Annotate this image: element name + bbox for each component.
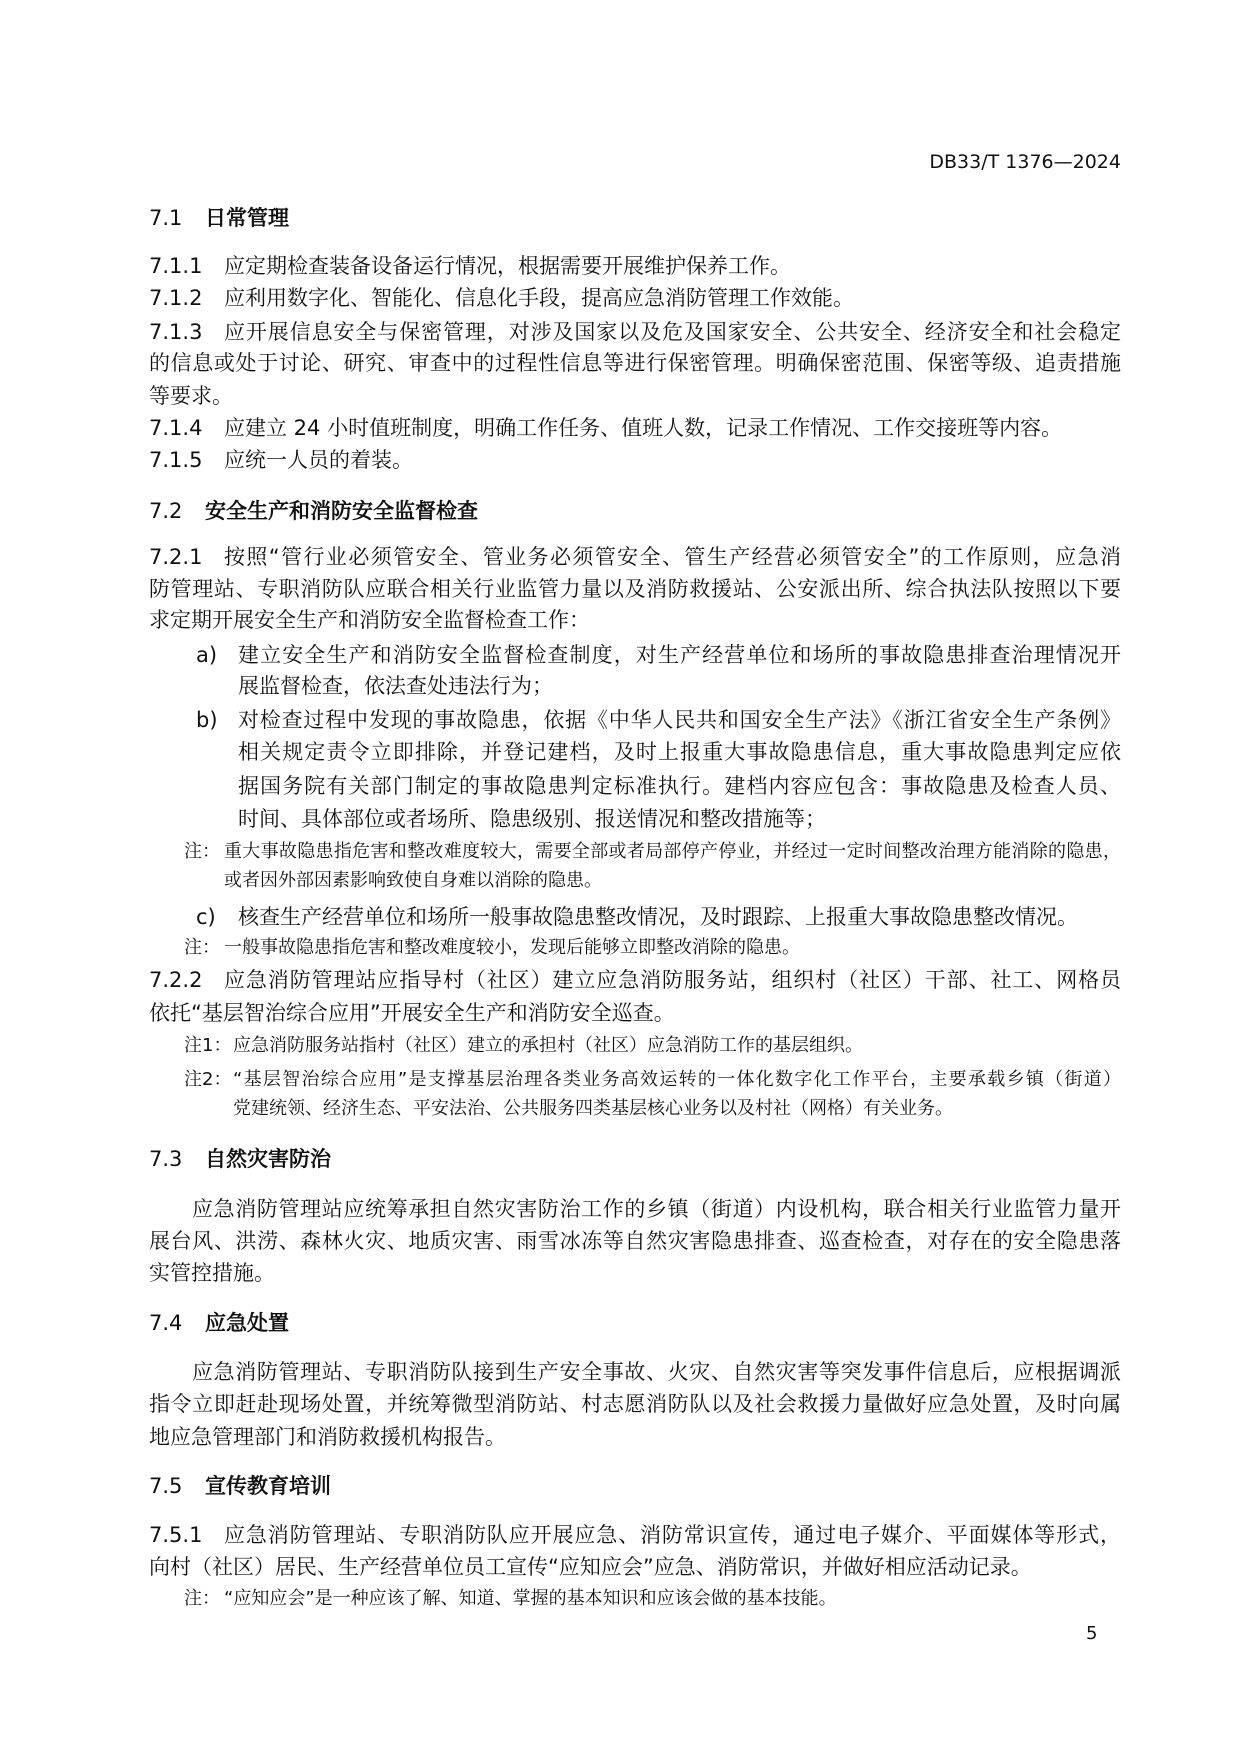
clause-7-1-2 xyxy=(149,282,1121,314)
list-item-c xyxy=(196,901,1121,933)
clause-text: 防管理站、专职消防队应联合相关行业监管力量以及消防救援站、公安派出所、综合执法队按照以下要 xyxy=(149,577,1121,601)
clause-text: 依托“基层智治综合应用”开展安全生产和消防安全巡查。 xyxy=(149,1001,675,1025)
clause-text: 应统一人员的着装。 xyxy=(224,448,413,472)
clause-number: 7.2.1 xyxy=(149,545,203,569)
note-text: “基层智治综合应用”是支撑基层治理各类业务高效运转的一体化数字化工作平台，主要承载乡镇（街道） xyxy=(233,1069,1121,1090)
section-number: 7.2 xyxy=(149,499,183,523)
clause-number: 7.1.4 xyxy=(149,416,203,440)
note-yingzhi-yinghui xyxy=(184,1583,1121,1615)
clause-number: 7.1.1 xyxy=(149,254,203,278)
list-item-b xyxy=(196,704,1121,736)
section-number: 7.4 xyxy=(149,1311,183,1335)
paragraph-text: 应急消防管理站、专职消防队接到生产安全事故、火灾、自然灾害等突发事件信息后，应根据调派 xyxy=(192,1360,1121,1384)
list-label: b) xyxy=(196,708,218,732)
note-text: 重大事故隐患指危害和整改难度较大，需要全部或者局部停产停业，并经过一定时间整改治理方能消除的隐患， xyxy=(224,841,1121,862)
note-label: 注： xyxy=(184,937,220,958)
clause-text: 应急消防管理站、专职消防队应开展应急、消防常识宣传，通过电子媒介、平面媒体等形式， xyxy=(224,1523,1121,1547)
section-heading-7-3 xyxy=(149,1143,1121,1175)
clause-7-1-1 xyxy=(149,250,1121,282)
list-text: 核查生产经营单位和场所一般事故隐患整改情况，及时跟踪、上报重大事故隐患整改情况。 xyxy=(238,905,1078,929)
paragraph-line xyxy=(192,1193,1121,1225)
list-text: 对检查过程中发现的事故隐患，依据《中华人民共和国安全生产法》《浙江省安全生产条例》 xyxy=(238,708,1121,732)
note-text: “应知应会”是一种应该了解、知道、掌握的基本知识和应该会做的基本技能。 xyxy=(224,1588,837,1609)
paragraph-text: 指令立即赶赴现场处置，并统筹微型消防站、村志愿消防队以及社会救援力量做好应急处置，及时向属 xyxy=(149,1392,1121,1416)
clause-text: 向村（社区）居民、生产经营单位员工宣传“应知应会”应急、消防常识，并做好相应活动记录。 xyxy=(149,1555,1032,1579)
clause-7-1-5 xyxy=(149,444,1121,476)
clause-text: 应建立 24 小时值班制度，明确工作任务、值班人数，记录工作情况、工作交接班等内容。 xyxy=(224,416,1063,440)
section-heading-7-4 xyxy=(149,1307,1121,1339)
clause-text-line xyxy=(149,573,1121,605)
clause-number: 7.1.3 xyxy=(149,320,203,344)
clause-text: 应开展信息安全与保密管理，对涉及国家以及危及国家安全、公共安全、经济安全和社会稳定 xyxy=(224,320,1121,344)
paragraph-line xyxy=(149,1225,1121,1257)
section-title: 日常管理 xyxy=(205,206,289,230)
clause-text: 应利用数字化、智能化、信息化手段，提高应急消防管理工作效能。 xyxy=(224,286,854,310)
section-title: 自然灾害防治 xyxy=(205,1147,331,1171)
document-code-header: DB33/T 1376—2024 xyxy=(929,151,1121,173)
note-text: 或者因外部因素影响致使自身难以消除的隐患。 xyxy=(224,870,602,891)
clause-text: 的信息或处于讨论、研究、审查中的过程性信息等进行保密管理。明确保密范围、保密等级、追责措施 xyxy=(149,351,1121,375)
note-text: 应急消防服务站指村（社区）建立的承担村（社区）应急消防工作的基层组织。 xyxy=(233,1035,863,1056)
paragraph-line xyxy=(149,1421,1121,1453)
clause-text: 应定期检查装备设备运行情况，根据需要开展维护保养工作。 xyxy=(224,254,791,278)
clause-text-line xyxy=(149,604,1121,636)
list-label: c) xyxy=(196,905,216,929)
paragraph-line xyxy=(149,1388,1121,1420)
note-1 xyxy=(184,1030,1121,1062)
clause-text-line xyxy=(149,997,1121,1029)
clause-7-5-1 xyxy=(149,1519,1121,1551)
note-label: 注2： xyxy=(184,1069,232,1090)
list-text: 时间、具体部位或者场所、隐患级别、报送情况和整改措施等； xyxy=(238,807,826,831)
section-title: 宣传教育培训 xyxy=(205,1474,331,1498)
list-text: 相关规定责令立即排除，并登记建档，及时上报重大事故隐患信息，重大事故隐患判定应依 xyxy=(238,740,1121,764)
section-heading-7-5 xyxy=(149,1470,1121,1502)
clause-text-line xyxy=(149,1551,1121,1583)
page-number: 5 xyxy=(1086,1623,1098,1644)
clause-7-1-3 xyxy=(149,316,1121,348)
list-item-a xyxy=(196,639,1121,671)
paragraph-line xyxy=(192,1356,1121,1388)
clause-text: 应急消防管理站应指导村（社区）建立应急消防服务站，组织村（社区）干部、社工、网格员 xyxy=(224,968,1121,992)
paragraph-text: 应急消防管理站应统筹承担自然灾害防治工作的乡镇（街道）内设机构，联合相关行业监管力量开 xyxy=(192,1197,1121,1221)
list-text-line xyxy=(238,770,1121,802)
paragraph-text: 展台风、洪涝、森林火灾、地质灾害、雨雪冰冻等自然灾害隐患排查、巡查检查，对存在的安全隐患落 xyxy=(149,1229,1121,1253)
section-number: 7.3 xyxy=(149,1147,183,1171)
section-number: 7.1 xyxy=(149,206,183,230)
list-label: a) xyxy=(196,643,218,667)
note-text-line xyxy=(233,1093,1121,1125)
clause-number: 7.2.2 xyxy=(149,968,203,992)
note-text: 党建统领、经济生态、平安法治、公共服务四类基层核心业务以及村社（网格）有关业务。 xyxy=(233,1098,953,1119)
clause-text: 求定期开展安全生产和消防安全监督检查工作： xyxy=(149,608,590,632)
list-text-line xyxy=(238,803,1121,835)
clause-7-1-4 xyxy=(149,412,1121,444)
section-number: 7.5 xyxy=(149,1474,183,1498)
section-heading-7-2 xyxy=(149,495,1121,527)
list-text-line xyxy=(238,670,1121,702)
clause-number: 7.5.1 xyxy=(149,1523,203,1547)
list-text: 展监督检查，依法查处违法行为； xyxy=(238,674,553,698)
clause-number: 7.1.2 xyxy=(149,286,203,310)
section-heading-7-1 xyxy=(149,202,1121,234)
clause-7-2-2 xyxy=(149,964,1121,996)
note-2 xyxy=(184,1064,1121,1096)
note-label: 注1： xyxy=(184,1035,232,1056)
section-title: 安全生产和消防安全监督检查 xyxy=(205,499,478,523)
note-label: 注： xyxy=(184,841,220,862)
clause-text: 按照“管行业必须管安全、管业务必须管安全、管生产经营必须管安全”的工作原则，应急消 xyxy=(224,545,1121,569)
clause-number: 7.1.5 xyxy=(149,448,203,472)
clause-7-2-1 xyxy=(149,541,1121,573)
clause-text-line xyxy=(149,380,1121,412)
paragraph-text: 实管控措施。 xyxy=(149,1261,275,1285)
note-text-line xyxy=(224,865,1121,897)
note-label: 注： xyxy=(184,1588,220,1609)
list-text: 建立安全生产和消防安全监督检查制度，对生产经营单位和场所的事故隐患排查治理情况开 xyxy=(238,643,1121,667)
clause-text: 等要求。 xyxy=(149,384,233,408)
paragraph-text: 地应急管理部门和消防救援机构报告。 xyxy=(149,1425,506,1449)
list-text-line xyxy=(238,736,1121,768)
list-text: 据国务院有关部门制定的事故隐患判定标准执行。建档内容应包含：事故隐患及检查人员、 xyxy=(238,774,1121,798)
note-text: 一般事故隐患指危害和整改难度较小，发现后能够立即整改消除的隐患。 xyxy=(224,937,800,958)
clause-text-line xyxy=(149,347,1121,379)
section-title: 应急处置 xyxy=(205,1311,289,1335)
paragraph-line xyxy=(149,1257,1121,1289)
note-major-hazard xyxy=(184,836,1121,868)
note-general-hazard xyxy=(184,932,1121,964)
